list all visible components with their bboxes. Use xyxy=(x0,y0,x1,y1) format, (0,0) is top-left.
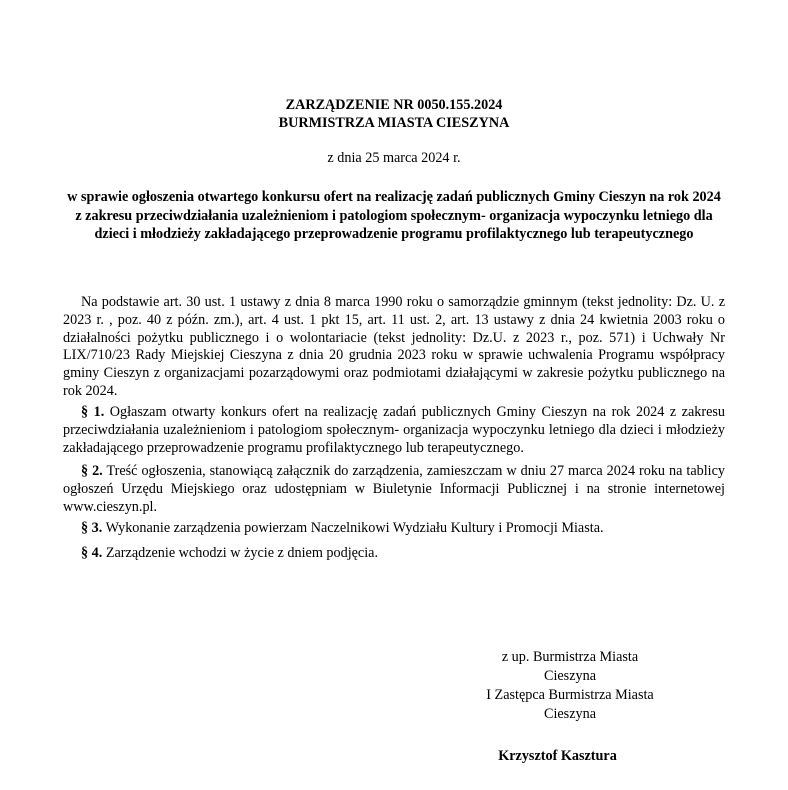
title-line-1: ZARZĄDZENIE NR 0050.155.2024 xyxy=(285,97,503,113)
section-1-label: § 1. xyxy=(81,404,105,420)
section-2-text: Treść ogłoszenia, stanowiącą załącznik do zarządzenia, zamieszczam w dniu 27 marca 2024 roku na tablicy ogłoszeń Urzędu Miejskiego oraz udostępniam w Biuletynie Informacji Publicznej i na stronie internetowej www.cieszyn.pl. xyxy=(63,463,725,515)
title-line-2: BURMISTRZA MIASTA CIESZYNA xyxy=(278,115,510,131)
section-2-label: § 2. xyxy=(81,463,103,479)
signature-line-4: Cieszyna xyxy=(543,706,596,722)
signature-line-3: I Zastępca Burmistrza Miasta xyxy=(486,687,654,703)
section-4-text: Zarządzenie wchodzi w życie z dniem podjęcia. xyxy=(105,545,379,561)
section-1 xyxy=(63,404,725,457)
section-3 xyxy=(63,520,725,538)
section-2 xyxy=(63,463,725,516)
section-3-label: § 3. xyxy=(81,520,103,536)
section-3-text: Wykonanie zarządzenia powierzam Naczelnikowi Wydziału Kultury i Promocji Miasta. xyxy=(105,520,604,536)
preamble-paragraph: Na podstawie art. 30 ust. 1 ustawy z dnia 8 marca 1990 roku o samorządzie gminnym (tekst jednolity: Dz. U. z 2023 r. , poz. 40 z późn. zm.), art. 4 ust. 1 pkt 15, art. 11 ust. 2, art. 13 ustawy z dnia 24 kwietnia 2003 roku o działalności pożytku publicznego i o wolontariacie (tekst jednolity: Dz.U. z 2023 r., poz. 571) i Uchwały Nr LIX/710/23 Rady Miejskiej Cieszyna z dnia 20 grudnia 2023 roku w sprawie uchwalenia Programu współpracy gminy Cieszyn z organizacjami pozarządowymi oraz podmiotami działającymi w zakresie pożytku publicznego na rok 2024. xyxy=(63,294,725,399)
section-4-label: § 4. xyxy=(81,545,103,561)
document-subject: w sprawie ogłoszenia otwartego konkursu ofert na realizację zadań publicznych Gminy Cieszyn na rok 2024 z zakresu przeciwdziałania uzależnieniom i patologiom społecznym- organizacja wypoczynku letniego dla dzieci i młodzieży zakładającego przeprowadzenie programu profilaktycznego lub terapeutycznego xyxy=(67,189,721,242)
section-4 xyxy=(63,545,725,563)
signature-line-2: Cieszyna xyxy=(543,668,596,684)
section-1-text: Ogłaszam otwarty konkurs ofert na realizację zadań publicznych Gminy Cieszyn na rok 2024 z zakresu przeciwdziałania uzależnieniom i patologiom społecznym- organizacja wypoczynku letniego dla dzieci i młodzieży zakładającego przeprowadzenie programu profilaktycznego lub terapeutycznego. xyxy=(63,404,726,456)
signer-name: Krzysztof Kasztura xyxy=(498,748,617,764)
document-date: z dnia 25 marca 2024 r. xyxy=(327,150,461,166)
signature-block xyxy=(470,648,670,724)
signature-line-1: z up. Burmistrza Miasta xyxy=(501,649,639,665)
document-title xyxy=(63,96,725,132)
